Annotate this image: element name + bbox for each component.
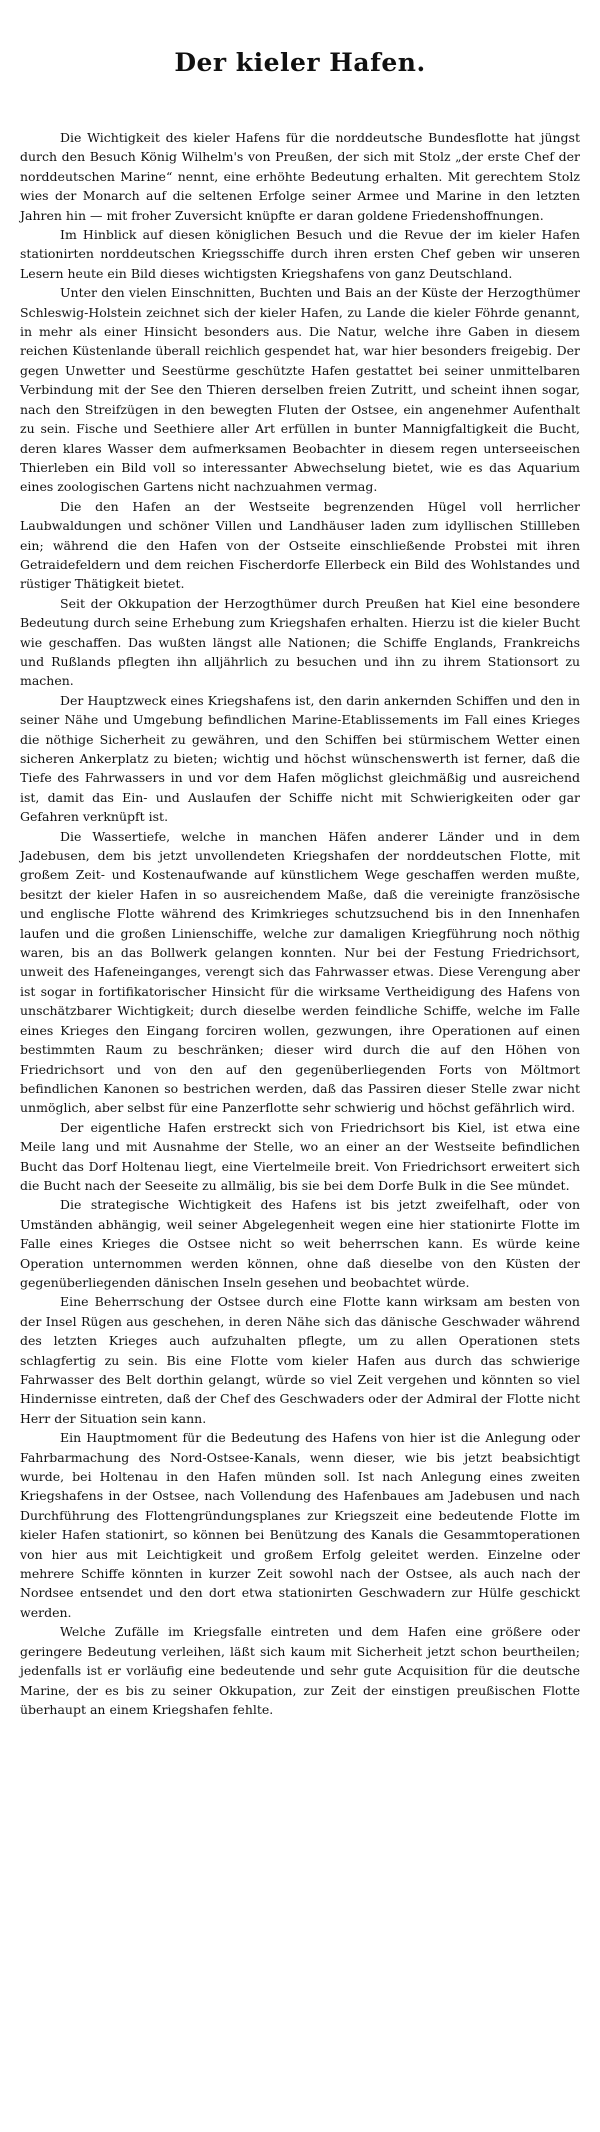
article-paragraph: Die den Hafen an der Westseite begrenzenden Hügel voll herrlicher Laubwaldungen und schöner Villen und Landhäuser laden zum idyllischen Stillleben ein; während die den Hafen von der Ostseite einschließende Probstei mit ihren Getraidefeldern und dem reichen Fischerdorfe Ellerbeck ein Bild des Wohlstandes und rüstiger Thätigkeit bietet. [20,498,580,592]
article-title: Der kieler Hafen. [174,48,426,77]
article-paragraph: Die Wichtigkeit des kieler Hafens für die norddeutsche Bundesflotte hat jüngst durch den Besuch König Wilhelm's von Preußen, der sich mit Stolz „der erste Chef der norddeutschen Marine“ nennt, eine erhöhte Bedeutung erhalten. Mit gerechtem Stolz wies der Monarch auf die seltenen Erfolge seiner Armee und Marine in den letzten Jahren hin — mit froher Zuversicht knüpfte er daran goldene Friedenshoffnungen. [20,130,580,223]
article-paragraph: Der eigentliche Hafen erstreckt sich von Friedrichsort bis Kiel, ist etwa eine Meile lang und mit Ausnahme der Stelle, wo an einer an der Westseite befindlichen Bucht das Dorf Holtenau liegt, eine Viertelmeile breit. Von Friedrichsort erweitert sich die Bucht nach der Seeseite zu allmälig, bis sie bei dem Dorfe Bulk in die See mündet. [20,1119,580,1193]
article-paragraph: Die Wassertiefe, welche in manchen Häfen anderer Länder und in dem Jadebusen, dem bis jetzt unvollendeten Kriegshafen der norddeutschen Flotte, mit großem Zeit- und Kostenaufwande auf künstlichem Wege geschaffen werden mußte, besitzt der kieler Hafen in so ausreichendem Maße, daß die vereinigte französische und englische Flotte während des Krimkrieges schutzsuchend bis in den Innenhafen laufen und die großen Linienschiffe, welche zur damaligen Kriegführung noch nöthig waren, bis an das Bollwerk gelangen konnten. Nur bei der Festung Friedrichsort, unweit des Hafeneinganges, verengt sich das Fahrwasser etwas. Diese Verengung aber ist sogar in fortifikatorischer Hinsicht für die wirksame Vertheidigung des Hafens von unschätzbarer Wichtigkeit; durch dieselbe werden feindliche Schiffe, welche im Falle eines Krieges den Eingang forciren wollen, gezwungen, ihre Operationen auf einen bestimmten Raum zu beschränken; dieser wird durch die auf den Höhen von Friedrichsort und von den auf den gegenüberliegenden Forts von Möltmort befindlichen Kanonen so bestrichen werden, daß das Passiren dieser Stelle zwar nicht unmöglich, aber selbst für eine Panzerflotte sehr schwierig und höchst gefährlich wird. [20,828,580,1116]
article-paragraph: Eine Beherrschung der Ostsee durch eine Flotte kann wirksam am besten von der Insel Rügen aus geschehen, in deren Nähe sich das dänische Geschwader während des letzten Krieges auch aufzuhalten pflegte, um zu allen Operationen stets schlagfertig zu sein. Bis eine Flotte vom kieler Hafen aus durch das schwierige Fahrwasser des Belt dorthin gelangt, würde so viel Zeit vergehen und könnten so viel Hindernisse eintreten, daß der Chef des Geschwaders oder der Admiral der Flotte nicht Herr der Situation sein kann. [20,1294,580,1426]
article-body [20,128,580,1719]
article-paragraph: Welche Zufälle im Kriegsfalle eintreten und dem Hafen eine größere oder geringere Bedeutung verleihen, läßt sich kaum mit Sicherheit jetzt schon beurtheilen; jedenfalls ist er vorläufig eine bedeutende und sehr gute Acquisition für die deutsche Marine, der es bis zu seiner Okkupation, zur Zeit der einstigen preußischen Flotte überhaupt an einem Kriegshafen fehlte. [20,1624,580,1717]
article-paragraph: Unter den vielen Einschnitten, Buchten und Bais an der Küste der Herzogthümer Schleswig-Holstein zeichnet sich der kieler Hafen, zu Lande die kieler Föhrde genannt, in mehr als einer Hinsicht besonders aus. Die Natur, welche ihre Gaben in diesem reichen Küstenlande überall reichlich gespendet hat, war hier besonders freigebig. Der gegen Unwetter und Seestürme geschützte Hafen gestattet bei seiner unmittelbaren Verbindung mit der See den Thieren derselben freien Zutritt, und scheint ihnen sogar, nach den Streifzügen in den bewegten Fluten der Ostsee, ein angenehmer Aufenthalt zu sein. Fische und Seethiere aller Art erfüllen in bunter Mannigfaltigkeit die Bucht, deren klares Wasser dem aufmerksamen Beobachter in diesem regen unterseeischen Thierleben ein Bild voll so interessanter Abwechselung bietet, wie es das Aquarium eines zoologischen Gartens nicht nachzuahmen vermag. [20,285,580,495]
article-paragraph: Ein Hauptmoment für die Bedeutung des Hafens von hier ist die Anlegung oder Fahrbarmachung des Nord-Ostsee-Kanals, wenn dieser, wie bis jetzt beabsichtigt wurde, bei Holtenau in den Hafen münden soll. Ist nach Anlegung eines zweiten Kriegshafens in der Ostsee, nach Vollendung des Hafenbaues am Jadebusen und nach Durchführung des Flottengründungsplanes zur Kriegszeit eine bedeutende Flotte im kieler Hafen stationirt, so können bei Benützung des Kanals die Gesammtoperationen von hier aus mit Leichtigkeit und großem Erfolg geleitet werden. Einzelne oder mehrere Schiffe könnten in kurzer Zeit sowohl nach der Ostsee, als auch nach der Nordsee entsendet und den dort etwa stationirten Geschwadern zur Hülfe geschickt werden. [20,1430,580,1620]
article-paragraph: Die strategische Wichtigkeit des Hafens ist bis jetzt zweifelhaft, oder von Umständen abhängig, weil seiner Abgelegenheit wegen eine hier stationirte Flotte im Falle eines Krieges die Ostsee nicht so weit beherrschen kann. Es würde keine Operation unternommen werden können, ohne daß dieselbe von den Küsten der gegenüberliegenden dänischen Inseln gesehen und beobachtet würde. [20,1197,580,1290]
article-paragraph: Im Hinblick auf diesen königlichen Besuch und die Revue der im kieler Hafen stationirten norddeutschen Kriegsschiffe durch ihren ersten Chef geben wir unseren Lesern heute ein Bild dieses wichtigsten Kriegshafens von ganz Deutschland. [20,227,580,281]
article-paragraph: Seit der Okkupation der Herzogthümer durch Preußen hat Kiel eine besondere Bedeutung durch seine Erhebung zum Kriegshafen erhalten. Hierzu ist die kieler Bucht wie geschaffen. Das wußten längst alle Nationen; die Schiffe Englands, Frankreichs und Rußlands pflegten ihn alljährlich zu besuchen und ihn zu ihrem Stationsort zu machen. [20,595,580,689]
article-paragraph: Der Hauptzweck eines Kriegshafens ist, den darin ankernden Schiffen und den in seiner Nähe und Umgebung befindlichen Marine-Etablissements im Fall eines Krieges die nöthige Sicherheit zu gewähren, und den Schiffen bei stürmischem Wetter einen sicheren Ankerplatz zu bieten; wichtig und höchst wünschenswerth ist ferner, daß die Tiefe des Fahrwassers in und vor dem Hafen möglichst gleichmäßig und ausreichend ist, damit das Ein- und Auslaufen der Schiffe nicht mit Schwierigkeiten oder gar Gefahren verknüpft ist. [20,692,580,825]
